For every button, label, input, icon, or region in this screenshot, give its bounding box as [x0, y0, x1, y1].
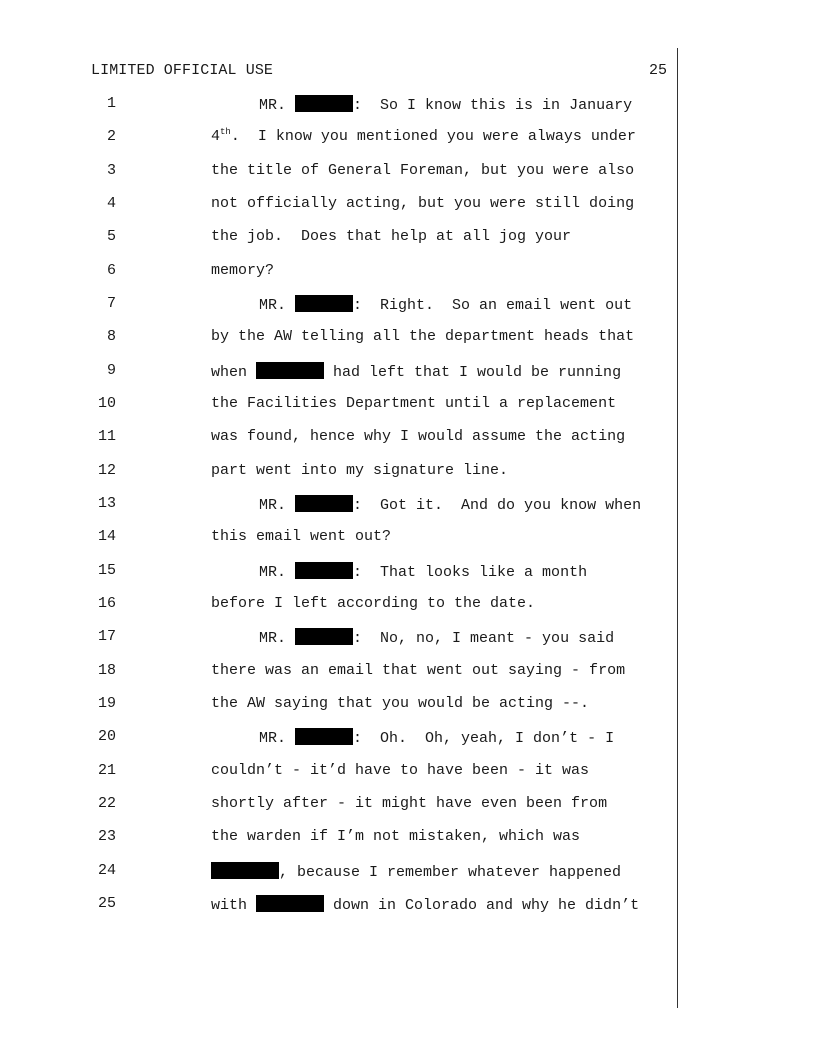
transcript-line	[0, 162, 816, 182]
transcript-line	[0, 628, 816, 648]
redaction-block	[295, 495, 353, 512]
line-content: Oh. Oh, yeah, I don’t - I	[362, 730, 615, 747]
line-content: Right. So an email went out	[362, 297, 633, 314]
redaction-block	[256, 895, 324, 912]
line-number: 18	[97, 662, 116, 679]
line-content: . I know you mentioned you were always under	[230, 128, 636, 145]
transcript-line	[0, 328, 816, 348]
speaker-colon: :	[353, 97, 363, 114]
transcript-line	[0, 595, 816, 615]
line-content: Got it. And do you know when	[362, 497, 642, 514]
speaker-prefix: MR.	[259, 564, 296, 581]
line-number: 15	[97, 562, 116, 579]
line-content: 4	[211, 128, 221, 145]
line-content: by the AW telling all the department heads that	[211, 328, 635, 345]
line-number: 24	[97, 862, 116, 879]
line-number: 2	[106, 128, 116, 145]
transcript-line	[0, 695, 816, 715]
transcript-line	[0, 495, 816, 515]
line-content: not officially acting, but you were still doing	[211, 195, 635, 212]
line-content: before I left according to the date.	[211, 595, 536, 612]
transcript-line	[0, 728, 816, 748]
redaction-block	[295, 95, 353, 112]
line-content: So I know this is in January	[362, 97, 633, 114]
line-number: 21	[97, 762, 116, 779]
line-content: when	[211, 364, 257, 381]
line-number: 13	[97, 495, 116, 512]
line-number: 4	[106, 195, 116, 212]
line-content: memory?	[211, 262, 275, 279]
transcript-line	[0, 128, 816, 148]
line-content: the AW saying that you would be acting --.	[211, 695, 590, 712]
line-content: this email went out?	[211, 528, 392, 545]
transcript-line	[0, 395, 816, 415]
line-number: 1	[106, 95, 116, 112]
transcript-line	[0, 195, 816, 215]
speaker-colon: :	[353, 497, 363, 514]
speaker-prefix: MR.	[259, 97, 296, 114]
line-number: 17	[97, 628, 116, 645]
redaction-block	[295, 728, 353, 745]
transcript-line	[0, 95, 816, 115]
speaker-colon: :	[353, 297, 363, 314]
ordinal-suffix: th	[220, 127, 231, 137]
transcript-line	[0, 528, 816, 548]
transcript-line	[0, 662, 816, 682]
redaction-block	[295, 295, 353, 312]
line-content: the title of General Foreman, but you were also	[211, 162, 635, 179]
line-content: couldn’t - it’d have to have been - it was	[211, 762, 590, 779]
line-number: 12	[97, 462, 116, 479]
line-text	[259, 562, 587, 581]
line-number: 9	[106, 362, 116, 379]
speaker-colon: :	[353, 730, 363, 747]
speaker-prefix: MR.	[259, 630, 296, 647]
line-number: 5	[106, 228, 116, 245]
redaction-block	[256, 362, 324, 379]
line-text	[211, 128, 636, 145]
line-number: 19	[97, 695, 116, 712]
line-content: the warden if I’m not mistaken, which was	[211, 828, 581, 845]
line-content: That looks like a month	[362, 564, 588, 581]
page-number: 25	[648, 62, 667, 79]
speaker-prefix: MR.	[259, 730, 296, 747]
line-content: down in Colorado and why he didn’t	[324, 897, 640, 914]
transcript-line	[0, 262, 816, 282]
line-content: the job. Does that help at all jog your	[211, 228, 572, 245]
line-number: 6	[106, 262, 116, 279]
header-classification: LIMITED OFFICIAL USE	[91, 62, 274, 79]
line-number: 10	[97, 395, 116, 412]
line-content: part went into my signature line.	[211, 462, 509, 479]
line-number: 22	[97, 795, 116, 812]
redaction-block	[295, 628, 353, 645]
transcript-line	[0, 295, 816, 315]
transcript-line	[0, 562, 816, 582]
line-text	[259, 495, 641, 514]
line-content: No, no, I meant - you said	[362, 630, 615, 647]
line-text	[259, 295, 632, 314]
line-number: 16	[97, 595, 116, 612]
line-number: 8	[106, 328, 116, 345]
line-content: , because I remember whatever happened	[279, 864, 622, 881]
line-number: 20	[97, 728, 116, 745]
line-content: was found, hence why I would assume the acting	[211, 428, 626, 445]
transcript-line	[0, 828, 816, 848]
line-number: 14	[97, 528, 116, 545]
speaker-prefix: MR.	[259, 497, 296, 514]
line-content: the Facilities Department until a replacement	[211, 395, 617, 412]
line-number: 25	[97, 895, 116, 912]
line-text	[211, 862, 621, 881]
line-content: there was an email that went out saying - from	[211, 662, 626, 679]
line-content: shortly after - it might have even been from	[211, 795, 608, 812]
transcript-line	[0, 795, 816, 815]
transcript-line	[0, 462, 816, 482]
line-text	[259, 95, 632, 114]
line-content: with	[211, 897, 257, 914]
speaker-colon: :	[353, 564, 363, 581]
speaker-prefix: MR.	[259, 297, 296, 314]
transcript-line	[0, 228, 816, 248]
redaction-block	[295, 562, 353, 579]
line-text	[211, 895, 639, 914]
line-text	[259, 728, 614, 747]
line-content: had left that I would be running	[324, 364, 622, 381]
transcript-line	[0, 895, 816, 915]
line-number: 7	[106, 295, 116, 312]
line-text	[211, 362, 621, 381]
transcript-line	[0, 762, 816, 782]
line-number: 3	[106, 162, 116, 179]
line-number: 11	[97, 428, 116, 445]
speaker-colon: :	[353, 630, 363, 647]
transcript-line	[0, 862, 816, 882]
line-text	[259, 628, 614, 647]
transcript-line	[0, 362, 816, 382]
transcript-line	[0, 428, 816, 448]
redaction-block	[211, 862, 279, 879]
line-number: 23	[97, 828, 116, 845]
